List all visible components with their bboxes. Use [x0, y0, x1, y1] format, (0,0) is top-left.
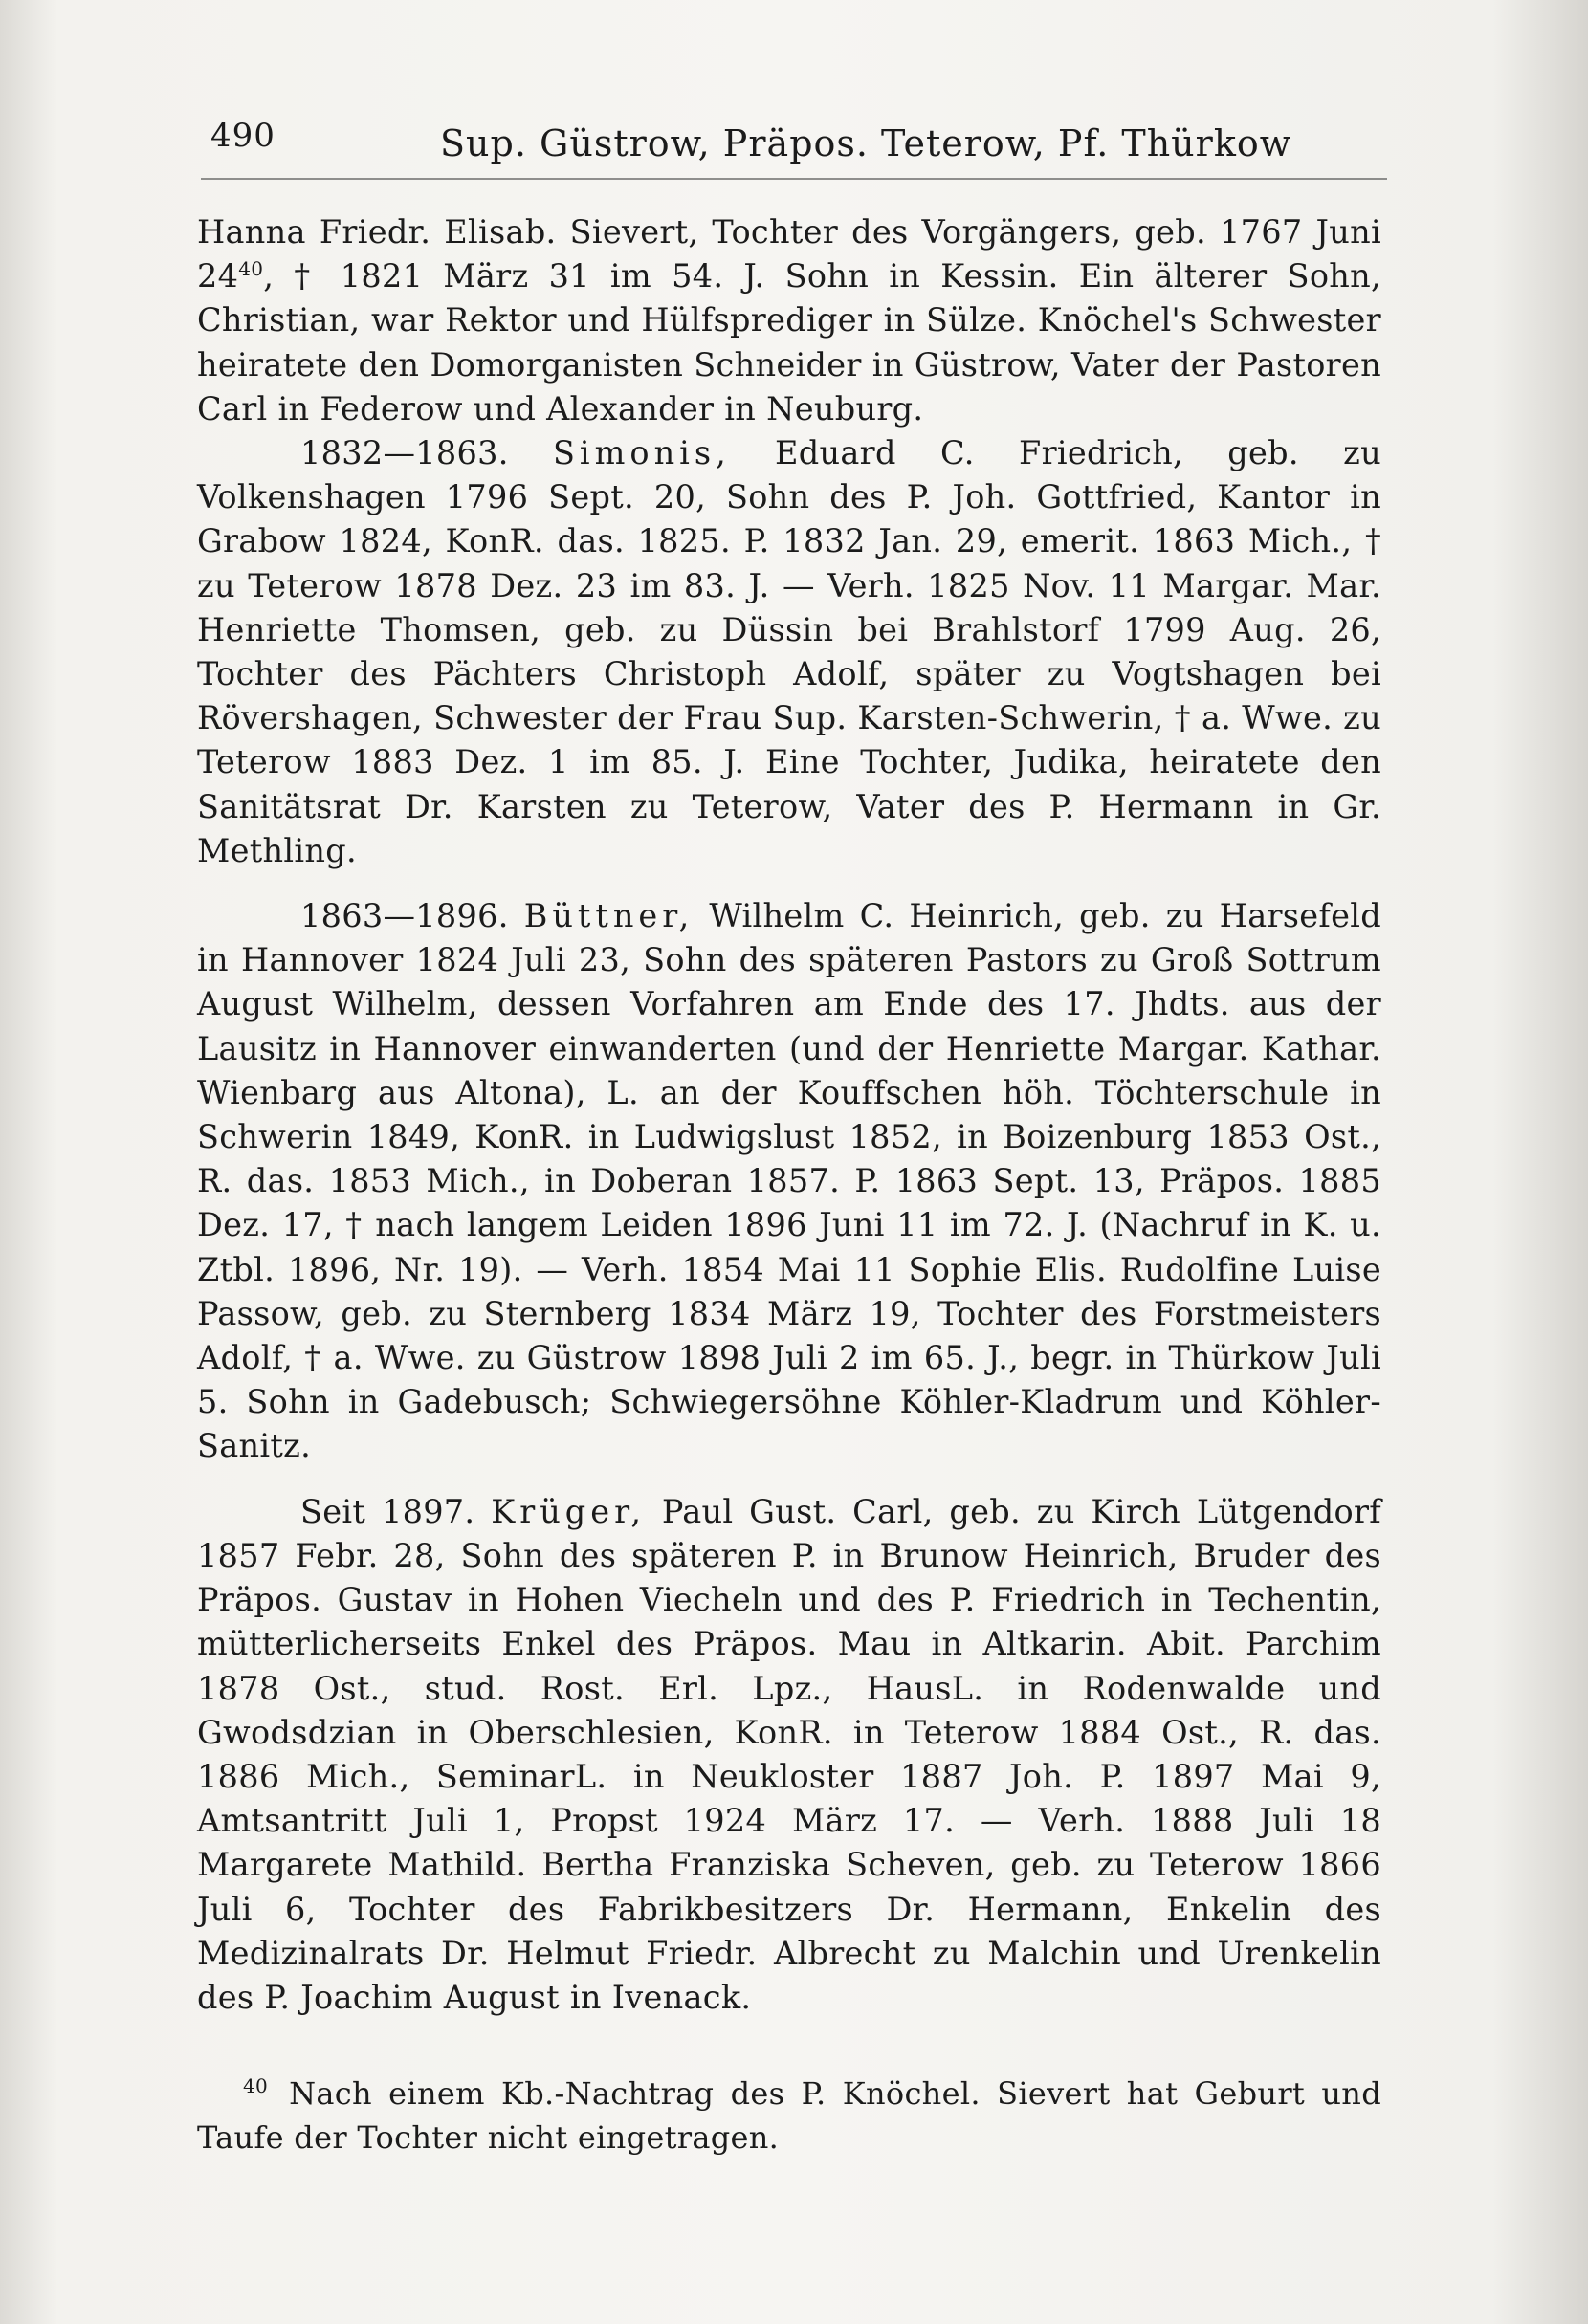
- running-head: Sup. Güstrow, Präpos. Teterow, Pf. Thürkow: [440, 122, 1292, 164]
- paragraph-buettner: [197, 894, 1381, 1469]
- paragraph-text: Paul Gust. Carl, geb. zu Kirch Lütgendorf 1857 Febr. 28, Sohn des späteren P. in Brunow Heinrich, Bruder des Präpos. Gustav in Hohen Viecheln und des P. Friedrich in Techentin, mütterlicherseits Enkel des Präpos. Mau in Altkarin. Abit. Parchim 1878 Ost., stud. Rost. Erl. Lpz., HausL. in Rodenwalde und Gwodsdzian in Oberschlesien, KonR. in Teterow 1884 Ost., R. das. 1886 Mich., SeminarL. in Neukloster 1887 Joh. P. 1897 Mai 9, Amtsantritt Juli 1, Propst 1924 März 17. — Verh. 1888 Juli 18 Margarete Mathild. Bertha Franziska Scheven, geb. zu Teterow 1866 Juli 6, Tochter des Fabrikbesitzers Dr. Hermann, Enkelin des Medizinalrats Dr. Helmut Friedr. Albrecht zu Malchin und Urenkelin des P. Joachim August in Ivenack.: [197, 1492, 1381, 2016]
- pastor-surname: Krüger,: [491, 1492, 647, 1530]
- page-number: 490: [210, 117, 276, 155]
- footnote-number: 40: [243, 2074, 269, 2098]
- body-text: [197, 210, 1381, 2020]
- paragraph-text: Eduard C. Friedrich, geb. zu Volkenshagen 1796 Sept. 20, Sohn des P. Joh. Gottfried, Kantor in Grabow 1824, KonR. das. 1825. P. 1832 Jan. 29, emerit. 1863 Mich., † zu Teterow 1878 Dez. 23 im 83. J. — Verh. 1825 Nov. 11 Margar. Mar. Henriette Thomsen, geb. zu Düssin bei Brahlstorf 1799 Aug. 26, Tochter des Pächters Christoph Adolf, später zu Vogtshagen bei Rövershagen, Schwester der Frau Sup. Karsten-Schwerin, † a. Wwe. zu Teterow 1883 Dez. 1 im 85. J. Eine Tochter, Judika, heiratete den Sanitätsrat Dr. Karsten zu Teterow, Vater des P. Hermann in Gr. Methling.: [197, 434, 1381, 869]
- tenure-years: 1832—1863.: [300, 434, 509, 472]
- pastor-surname: Büttner,: [523, 897, 695, 935]
- pastor-surname: Simonis,: [552, 434, 731, 472]
- paragraph-text: , † 1821 März 31 im 54. J. Sohn in Kessin. Ein älterer Sohn, Christian, war Rektor und Hülfsprediger in Sülze. Knöchel's Schwester heiratete den Domorganisten Schneider in Güstrow, Vater der Pastoren Carl in Federow und Alexander in Neuburg.: [197, 257, 1381, 428]
- footnote: [197, 2072, 1381, 2160]
- paragraph-text: Wilhelm C. Heinrich, geb. zu Harsefeld in Hannover 1824 Juli 23, Sohn des späteren Pastors zu Groß Sottrum August Wilhelm, dessen Vorfahren am Ende des 17. Jhdts. aus der Lausitz in Hannover einwanderten (und der Henriette Margar. Kathar. Wienbarg aus Altona), L. an der Kouffschen höh. Töchterschule in Schwerin 1849, KonR. in Ludwigslust 1852, in Boizenburg 1853 Ost., R. das. 1853 Mich., in Doberan 1857. P. 1863 Sept. 13, Präpos. 1885 Dez. 17, † nach langem Leiden 1896 Juni 11 im 72. J. (Nachruf in K. u. Ztbl. 1896, Nr. 19). — Verh. 1854 Mai 11 Sophie Elis. Rudolfine Luise Passow, geb. zu Sternberg 1834 März 19, Tochter des Forstmeisters Adolf, † a. Wwe. zu Güstrow 1898 Juli 2 im 65. J., begr. in Thürkow Juli 5. Sohn in Gadebusch; Schwiegersöhne Köhler-Kladrum und Köhler-Sanitz.: [197, 897, 1381, 1465]
- tenure-years: 1863—1896.: [300, 897, 509, 935]
- paragraph-krueger: [197, 1490, 1381, 2020]
- footnote-body: Nach einem Kb.-Nachtrag des P. Knöchel. Sievert hat Geburt und Taufe der Tochter nicht eingetragen.: [197, 2075, 1381, 2156]
- footnote-ref: 40: [238, 257, 264, 281]
- footnote-text: [197, 2072, 1381, 2160]
- paragraph-sievert: [197, 210, 1381, 431]
- page-header: [210, 113, 1387, 180]
- header-rule: [201, 178, 1387, 180]
- paragraph-simonis: [197, 431, 1381, 873]
- paragraph-text: Hanna Friedr. Elisab. Sievert, Tochter des Vorgängers, geb. 1767 Juni 24: [197, 213, 1381, 296]
- tenure-years: Seit 1897.: [300, 1492, 475, 1530]
